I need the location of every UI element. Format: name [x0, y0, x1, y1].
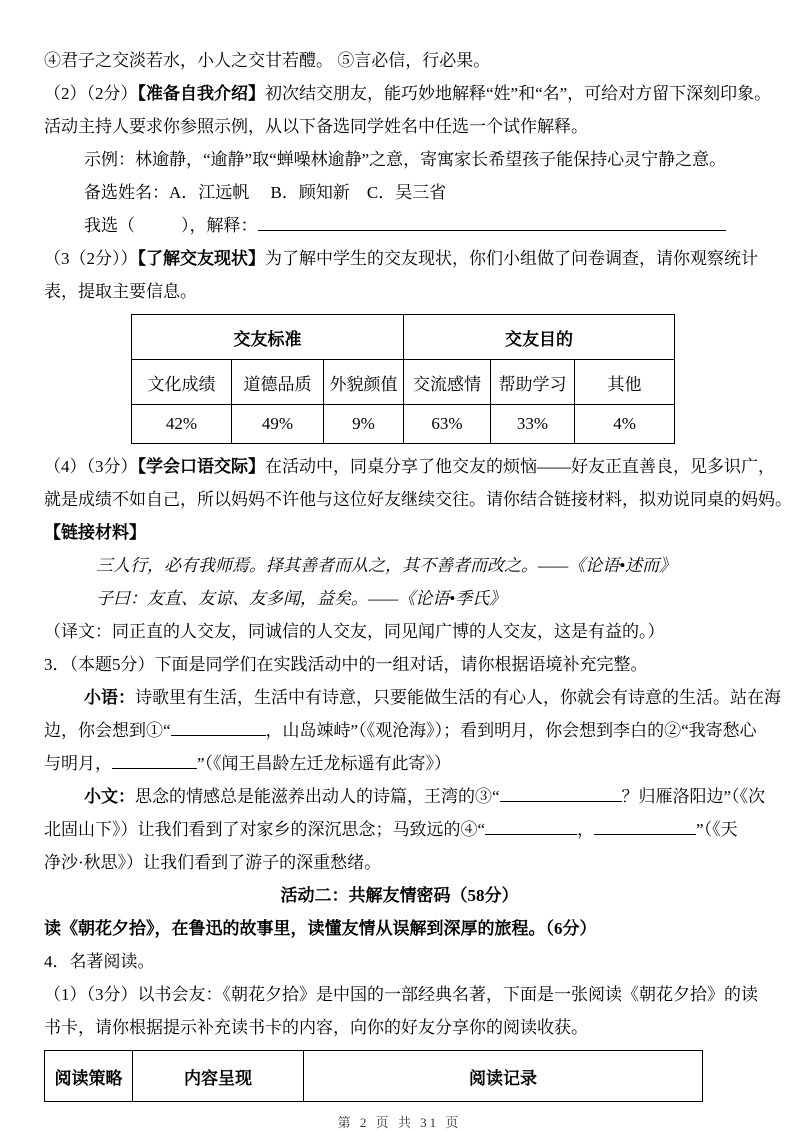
answer-blank: [258, 215, 726, 231]
reading-card-header: 阅读记录: [304, 1051, 703, 1102]
text-segment: ），解释：: [181, 216, 258, 235]
text-segment: 与明月，: [44, 754, 112, 773]
text-segment: ？归雁洛阳边”（《次: [621, 787, 766, 806]
text-segment: 初次结交朋友，能巧妙地解释“姓”和“名”，可给对方留下深刻印象。: [265, 84, 772, 103]
text-segment: ”（《天: [696, 820, 738, 839]
table-row: [132, 360, 675, 405]
answer-blank: [485, 819, 577, 835]
text-line: [44, 582, 755, 615]
survey-value: 42%: [132, 405, 232, 444]
text-segment: 表，提取主要信息。: [44, 282, 197, 301]
table-row: [45, 1051, 703, 1102]
text-segment: ”（《闻王昌龄左迁龙标遥有此寄》）: [197, 754, 452, 773]
text-segment: 我选（: [84, 216, 135, 235]
reading-card-header: 阅读策略: [45, 1051, 133, 1102]
text-segment: 小语：: [84, 688, 135, 707]
text-segment: 诗歌里有生活，生活中有诗意，只要能做生活的有心人，你就会有诗意的生活。站在海: [135, 688, 781, 707]
text-line: [44, 516, 755, 549]
answer-blank: [112, 753, 197, 769]
text-segment: 为了解中学生的交友现状，你们小组做了问卷调查，请你观察统计: [265, 249, 758, 268]
text-line: [44, 978, 758, 1011]
survey-column-header: 帮助学习: [491, 360, 575, 405]
reading-card-header: 内容呈现: [133, 1051, 304, 1102]
survey-group-header: 交友标准: [132, 315, 404, 360]
text-line: [44, 549, 755, 582]
text-line: [44, 450, 775, 483]
survey-value: 33%: [491, 405, 575, 444]
text-segment: （译文：同正直的人交友，同诚信的人交友，同见闻广博的人交友，这是有益的。）: [44, 622, 665, 641]
text-line: [44, 912, 755, 945]
text-line: [44, 615, 755, 648]
text-segment: 子曰：友直、友谅、友多闻，益矣。——《论语•季氏》: [96, 589, 507, 608]
text-segment: （4）（3分）: [44, 457, 138, 476]
text-line: [44, 275, 755, 308]
text-line: [44, 780, 766, 813]
text-line: [44, 242, 758, 275]
survey-column-header: 其他: [575, 360, 675, 405]
text-segment: 备选姓名：A．江远帆 B．顾知新 C．吴三省: [84, 183, 447, 202]
text-segment: 就是成绩不如自己，所以妈妈不许他与这位好友继续交往。请你结合链接材料，拟劝说同桌的妈妈。: [44, 490, 792, 509]
survey-column-header: 文化成绩: [132, 360, 232, 405]
text-line: [44, 209, 755, 242]
text-segment: 边，你会想到①“: [44, 721, 171, 740]
text-segment: （3（2分））: [44, 249, 138, 268]
text-line: [44, 945, 755, 978]
text-segment: 3．（本题5分）下面是同学们在实践活动中的一组对话，请你根据语境补充完整。: [44, 655, 648, 674]
survey-column-header: 道德品质: [232, 360, 324, 405]
section-heading-row: [44, 879, 755, 912]
answer-blank: [171, 720, 266, 736]
section-heading: 活动二：共解友情密码（58分）: [280, 886, 519, 905]
section-mid-questions: [44, 450, 792, 879]
text-line: [44, 648, 755, 681]
text-line: [44, 714, 755, 747]
text-segment: 【了解交友现状】: [137, 249, 265, 268]
blank-gap: [135, 230, 181, 231]
text-line: [44, 143, 755, 176]
survey-group-header: 交友目的: [404, 315, 675, 360]
text-segment: 书卡，请你根据提示补充读书卡的内容，向你的好友分享你的阅读收获。: [44, 1018, 588, 1037]
text-line: [44, 110, 755, 143]
text-segment: 思念的情感总是能滋养出动人的诗篇，王湾的③“: [135, 787, 500, 806]
friendship-survey-table: [131, 314, 675, 444]
survey-value: 4%: [575, 405, 675, 444]
text-line: [44, 44, 755, 77]
survey-value: 63%: [404, 405, 491, 444]
text-segment: 【学会口语交际】: [137, 457, 265, 476]
text-segment: 读《朝花夕拾》，在鲁迅的故事里，读懂友情从误解到深厚的旅程。（6分）: [44, 919, 597, 938]
text-line: [44, 176, 755, 209]
survey-value: 49%: [232, 405, 324, 444]
text-segment: 净沙·秋思》）让我们看到了游子的深重愁绪。: [44, 853, 382, 872]
text-segment: 北固山下》）让我们看到了对家乡的深沉思念；马致远的④“: [44, 820, 486, 839]
text-line: [44, 681, 781, 714]
table-row: [132, 405, 675, 444]
survey-column-header: 外貌颜值: [324, 360, 404, 405]
text-segment: ，: [577, 820, 595, 839]
text-segment: 三人行，必有我师焉。择其善者而从之，其不善者而改之。——《论语•述而》: [96, 556, 677, 575]
section-activity2-intro: [44, 912, 758, 1044]
text-segment: （1）（3分）以书会友：《朝花夕拾》是中国的一部经典名著，下面是一张阅读《朝花夕拾》的读: [44, 985, 758, 1004]
text-segment: 【准备自我介绍】: [137, 84, 265, 103]
text-line: [44, 846, 755, 879]
answer-blank: [500, 786, 622, 802]
reading-card-table: [44, 1050, 703, 1102]
text-segment: ，山岛竦峙”（《观沧海》）；看到明月，你会想到李白的②“我寄愁心: [265, 721, 757, 740]
text-line: [44, 483, 792, 516]
text-segment: 4．名著阅读。: [44, 952, 155, 971]
survey-column-header: 交流感情: [404, 360, 491, 405]
text-segment: 示例：林逾静，“逾静”取“蝉噪林逾静”之意，寄寓家长希望孩子能保持心灵宁静之意。: [84, 150, 727, 169]
text-segment: ④君子之交淡若水，小人之交甘若醴。 ⑤言必信，行必果。: [44, 51, 491, 70]
answer-blank: [594, 819, 696, 835]
survey-value: 9%: [324, 405, 404, 444]
section-activity1-questions: [44, 44, 772, 308]
table-row: [132, 315, 675, 360]
page-number: 第 2 页 共 31 页: [337, 1115, 462, 1130]
text-segment: 【链接材料】: [44, 523, 146, 542]
text-line: [44, 1011, 755, 1044]
text-segment: （2）（2分）: [44, 84, 138, 103]
text-line: [44, 747, 755, 780]
text-segment: 在活动中，同桌分享了他交友的烦恼——好友正直善良，见多识广，: [265, 457, 775, 476]
text-segment: 小文：: [84, 787, 135, 806]
text-line: [44, 813, 755, 846]
text-segment: 活动主持人要求你参照示例，从以下备选同学姓名中任选一个试作解释。: [44, 117, 588, 136]
text-line: [44, 77, 772, 110]
